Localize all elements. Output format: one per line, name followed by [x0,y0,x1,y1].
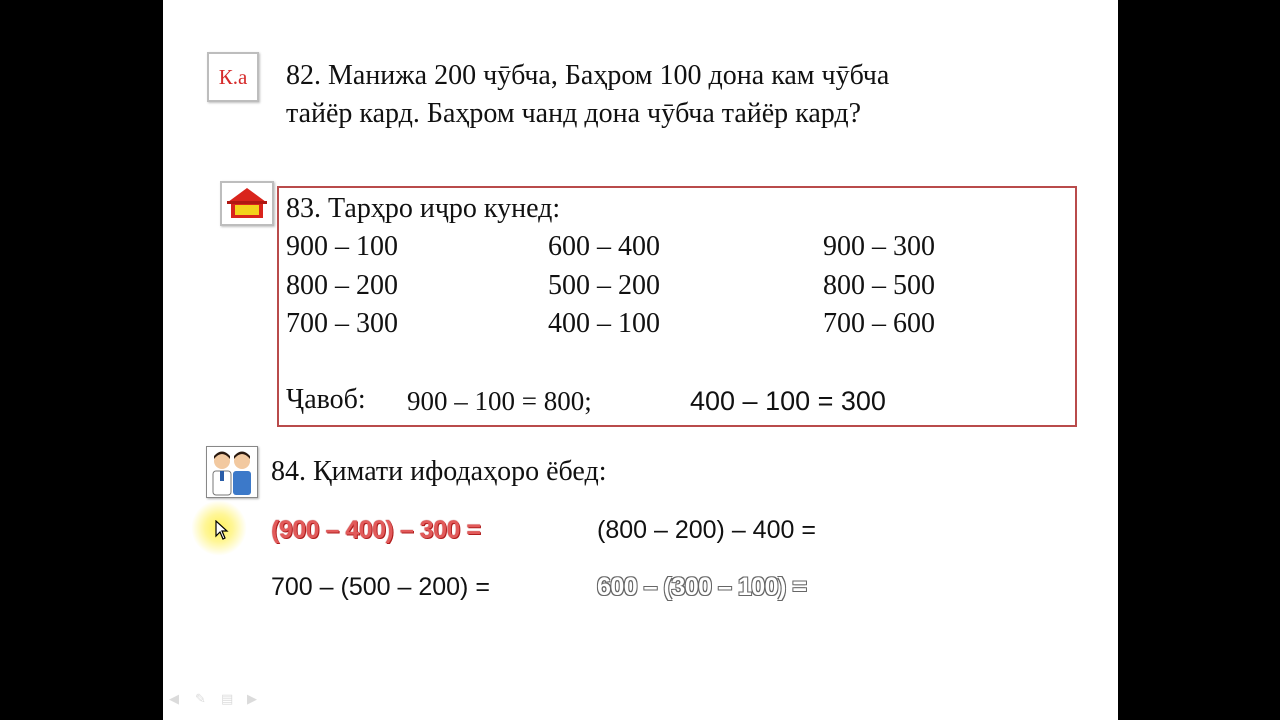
prev-slide-icon[interactable]: ◀ [169,692,179,707]
task-83-title: 83. Тарҳро иҷро кунед: [286,193,561,224]
task-84-expr: 700 – (500 – 200) = [271,573,490,601]
class-work-badge [207,52,259,102]
pen-icon[interactable]: ✎ [195,692,206,707]
task-83-expr: 700 – 600 [823,308,935,339]
task-83-expr: 500 – 200 [548,270,660,301]
task-83-expr: 800 – 200 [286,270,398,301]
task-83-expr: 800 – 500 [823,270,935,301]
task-84-expr: (800 – 200) – 400 = [597,516,816,544]
task-84-expr-highlighted: (900 – 400) – 300 = [271,516,481,544]
task-83-expr: 600 – 400 [548,231,660,262]
task-82-line1: 82. Манижа 200 чӯбча, Баҳром 100 дона кам чӯбча [286,60,890,91]
children-icon [206,446,258,498]
task-83-expr: 900 – 300 [823,231,935,262]
task-84-title: 84. Қимати ифодаҳоро ёбед: [271,456,607,487]
badge-ka-label: К.а [218,64,248,89]
answer-2: 400 – 100 = 300 [690,386,886,416]
task-84-expr-outlined: 600 – (300 – 100) = [597,573,807,601]
mouse-pointer-icon [215,520,229,545]
slide-page [163,0,1118,720]
next-slide-icon[interactable]: ▶ [247,692,257,707]
slideshow-nav[interactable] [169,692,265,706]
task-82-line2: тайёр кард. Баҳром чанд дона чӯбча тайёр кард? [286,98,862,129]
house-icon [220,181,274,226]
task-83-expr: 700 – 300 [286,308,398,339]
task-83-expr: 400 – 100 [548,308,660,339]
task-82 [286,57,889,133]
answer-label: Ҷавоб: [286,384,366,415]
menu-icon[interactable]: ▤ [221,692,234,707]
answer-1: 900 – 100 = 800; [407,386,592,416]
task-83-expr: 900 – 100 [286,231,398,262]
